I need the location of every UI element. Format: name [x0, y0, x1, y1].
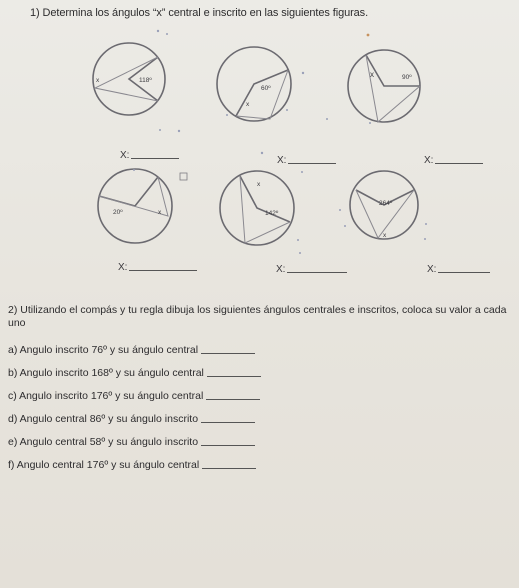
figure-3-inscribed-angle [366, 55, 420, 122]
item-a: a) Angulo inscrito 76º y su ángulo central [8, 344, 255, 356]
question-2-instruction: 2) Utilizando el compás y tu regla dibuja los siguientes ángulos centrales e inscritos, coloca su valor a cada uno [8, 304, 507, 329]
item-d-blank[interactable] [201, 422, 255, 423]
item-f-blank[interactable] [202, 468, 256, 469]
figure-3 [348, 50, 420, 122]
figure-3-central-angle [366, 55, 420, 86]
figure-1-angle-label: 118º [139, 77, 152, 84]
figure-3-angle-label: 90º [402, 74, 412, 81]
answer-6-blank[interactable] [438, 272, 490, 273]
answer-5-blank[interactable] [287, 272, 347, 273]
figure-2-angle-label: 60º [261, 85, 271, 92]
answer-2-blank[interactable] [288, 163, 336, 164]
answer-1-blank[interactable] [131, 158, 179, 159]
item-e-blank[interactable] [201, 445, 255, 446]
item-f: f) Angulo central 176º y su ángulo central [8, 459, 256, 471]
square-marker [180, 173, 187, 180]
item-a-blank[interactable] [201, 353, 255, 354]
item-b-blank[interactable] [207, 376, 261, 377]
figure-3-x-label: x [370, 70, 374, 79]
answer-4-label: X: [118, 262, 197, 273]
figure-4-x-label: x [158, 209, 162, 216]
answer-2-label: X: [277, 155, 336, 166]
figure-4 [98, 169, 172, 243]
figure-2-x-label: x [246, 101, 250, 108]
item-c-blank[interactable] [206, 399, 260, 400]
figure-1 [93, 43, 165, 115]
answer-6-label: X: [427, 264, 490, 275]
answer-3-blank[interactable] [435, 163, 483, 164]
answer-3-label: X: [424, 155, 483, 166]
figure-5-angle-label: 142º [265, 210, 279, 217]
figure-6-x-label: x [383, 232, 387, 239]
item-d: d) Angulo central 86º y su ángulo inscrito [8, 413, 255, 425]
figure-4-angle-label: 20º [113, 209, 123, 216]
figure-6-angle-label: 264º [379, 200, 393, 207]
answer-4-blank[interactable] [129, 270, 197, 271]
item-c: c) Angulo inscrito 176º y su ángulo central [8, 390, 260, 402]
figure-2-inscribed-angle [236, 70, 288, 119]
answer-5-label: X: [276, 264, 347, 275]
figure-5-x-label: x [257, 181, 261, 188]
question-1-title: 1) Determina los ángulos “x” central e inscrito en las siguientes figuras. [30, 7, 369, 19]
item-e: e) Angulo central 58º y su ángulo inscrito [8, 436, 255, 448]
figure-1-x-label: x [96, 77, 100, 84]
answer-1-label: X: [120, 150, 179, 161]
item-b: b) Angulo inscrito 168º y su ángulo central [8, 367, 261, 379]
figure-2 [217, 47, 291, 121]
